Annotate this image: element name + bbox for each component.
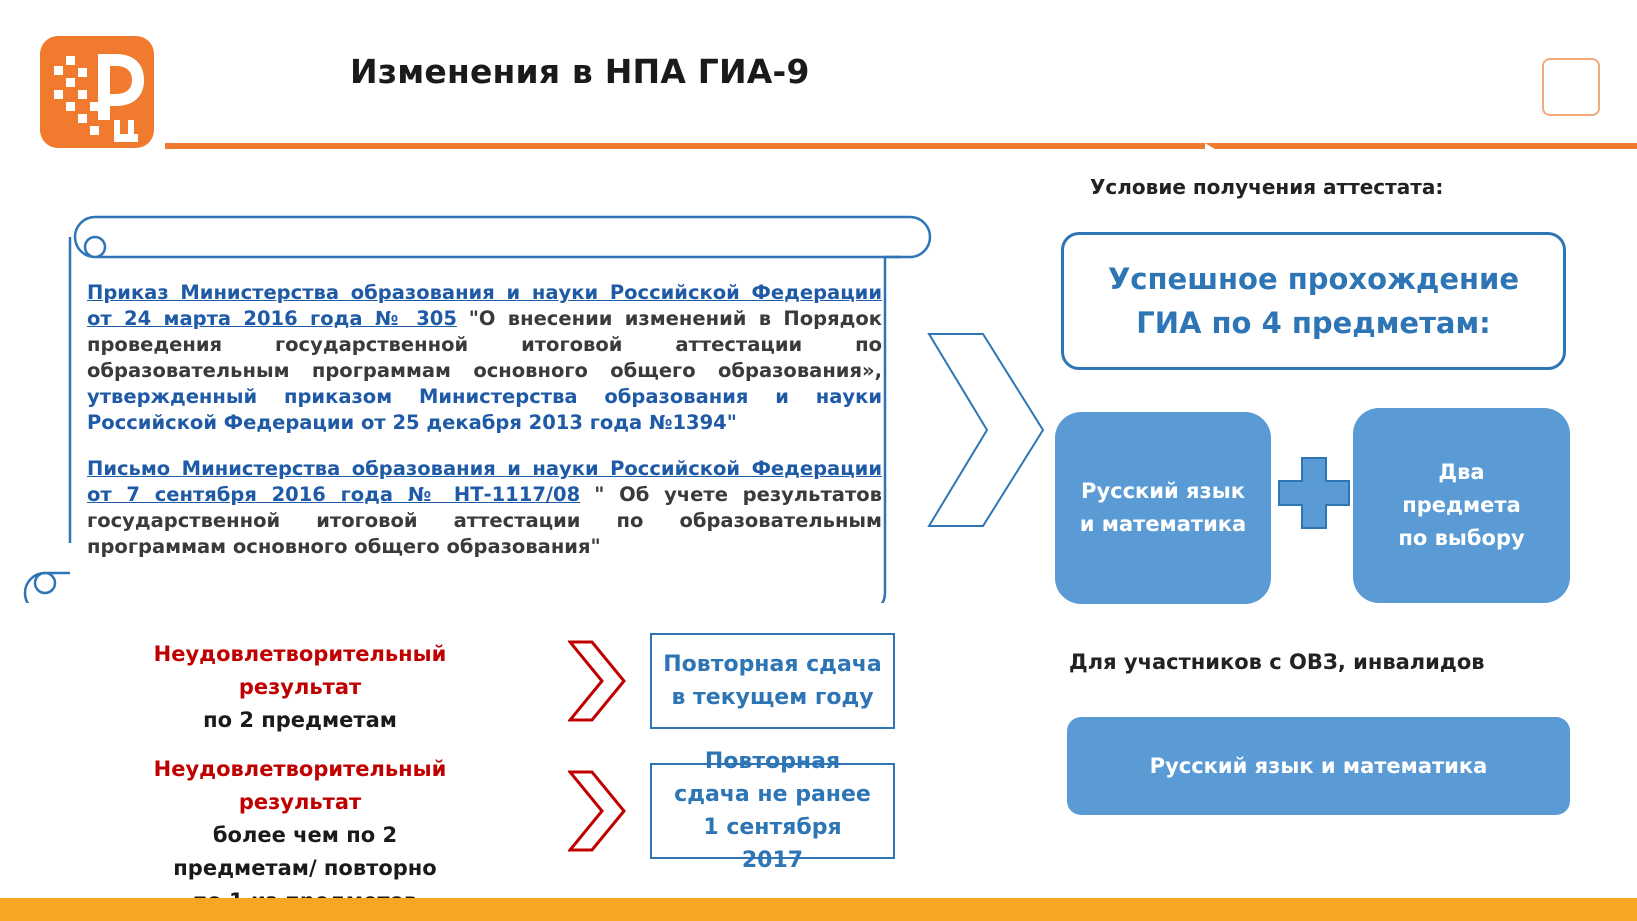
slide-title: Изменения в НПА ГИА-9 [350, 52, 810, 91]
rc-logo [40, 36, 154, 148]
rc-logo-icon [40, 36, 154, 148]
header-divider [165, 143, 1637, 149]
tile-required-label: Русский язык и математика [1079, 479, 1247, 536]
plus-icon [1278, 457, 1350, 529]
order-text-b: утвержденный приказом Министерства образования и науки Российской Федерации от 25 декабря 2013 года №1394" [87, 385, 882, 434]
documents-text [87, 280, 882, 580]
footer-bar [0, 898, 1637, 921]
order-link[interactable]: Приказ Министерства образования и науки Российской Федерации от 24 марта 2016 года № 305 [87, 281, 882, 330]
success-box [1061, 232, 1566, 370]
condition-label: Условие получения аттестата: [1090, 175, 1444, 199]
retake-2-outcome: Повторная сдача не ранее 1 сентября 2017 [674, 749, 871, 873]
retake-2-rest: более чем по 2 предметам/ повторно [173, 823, 437, 880]
red-chevron-icon [568, 640, 628, 722]
letter-text: " Об учете результатов государственной итоговой аттестации по образовательным программам основного общего образования" [87, 483, 882, 558]
retake-condition-1 [95, 638, 505, 737]
letter-link[interactable]: Письмо Министерства образования и науки Российской Федерации от 7 сентября 2016 года № НТ-1117/08 [87, 457, 882, 506]
tile-choice-label: Два предмета по выбору [1398, 460, 1525, 550]
success-text: Успешное прохождение ГИА по 4 предметам: [1107, 262, 1520, 340]
retake-1-red: Неудовлетворительный результат [153, 642, 447, 699]
retake-outcome-2 [650, 749, 895, 873]
ovz-subjects-label: Русский язык и математика [1149, 753, 1488, 778]
corner-frame [1542, 58, 1600, 116]
order-paragraph [87, 280, 882, 436]
ovz-label: Для участников с ОВЗ, инвалидов [1069, 650, 1485, 674]
red-chevron-icon [568, 770, 628, 852]
letter-paragraph [87, 456, 882, 560]
retake-1-outcome: Повторная сдача в текущем году [663, 652, 882, 710]
order-text-a: "О внесении изменений в Порядок проведения государственной итоговой аттестации по образовательным программам основного общего образования», [87, 307, 883, 382]
ovz-subjects-bar [1067, 717, 1570, 815]
tile-required-subjects [1055, 412, 1271, 604]
retake-2-red: Неудовлетворительный результат [153, 757, 447, 814]
retake-outcome-1 [650, 633, 895, 729]
retake-1-rest: по 2 предметам [203, 708, 397, 732]
retake-condition-2 [95, 753, 505, 918]
big-chevron-icon [925, 330, 1050, 530]
tile-choice-subjects [1353, 408, 1570, 603]
